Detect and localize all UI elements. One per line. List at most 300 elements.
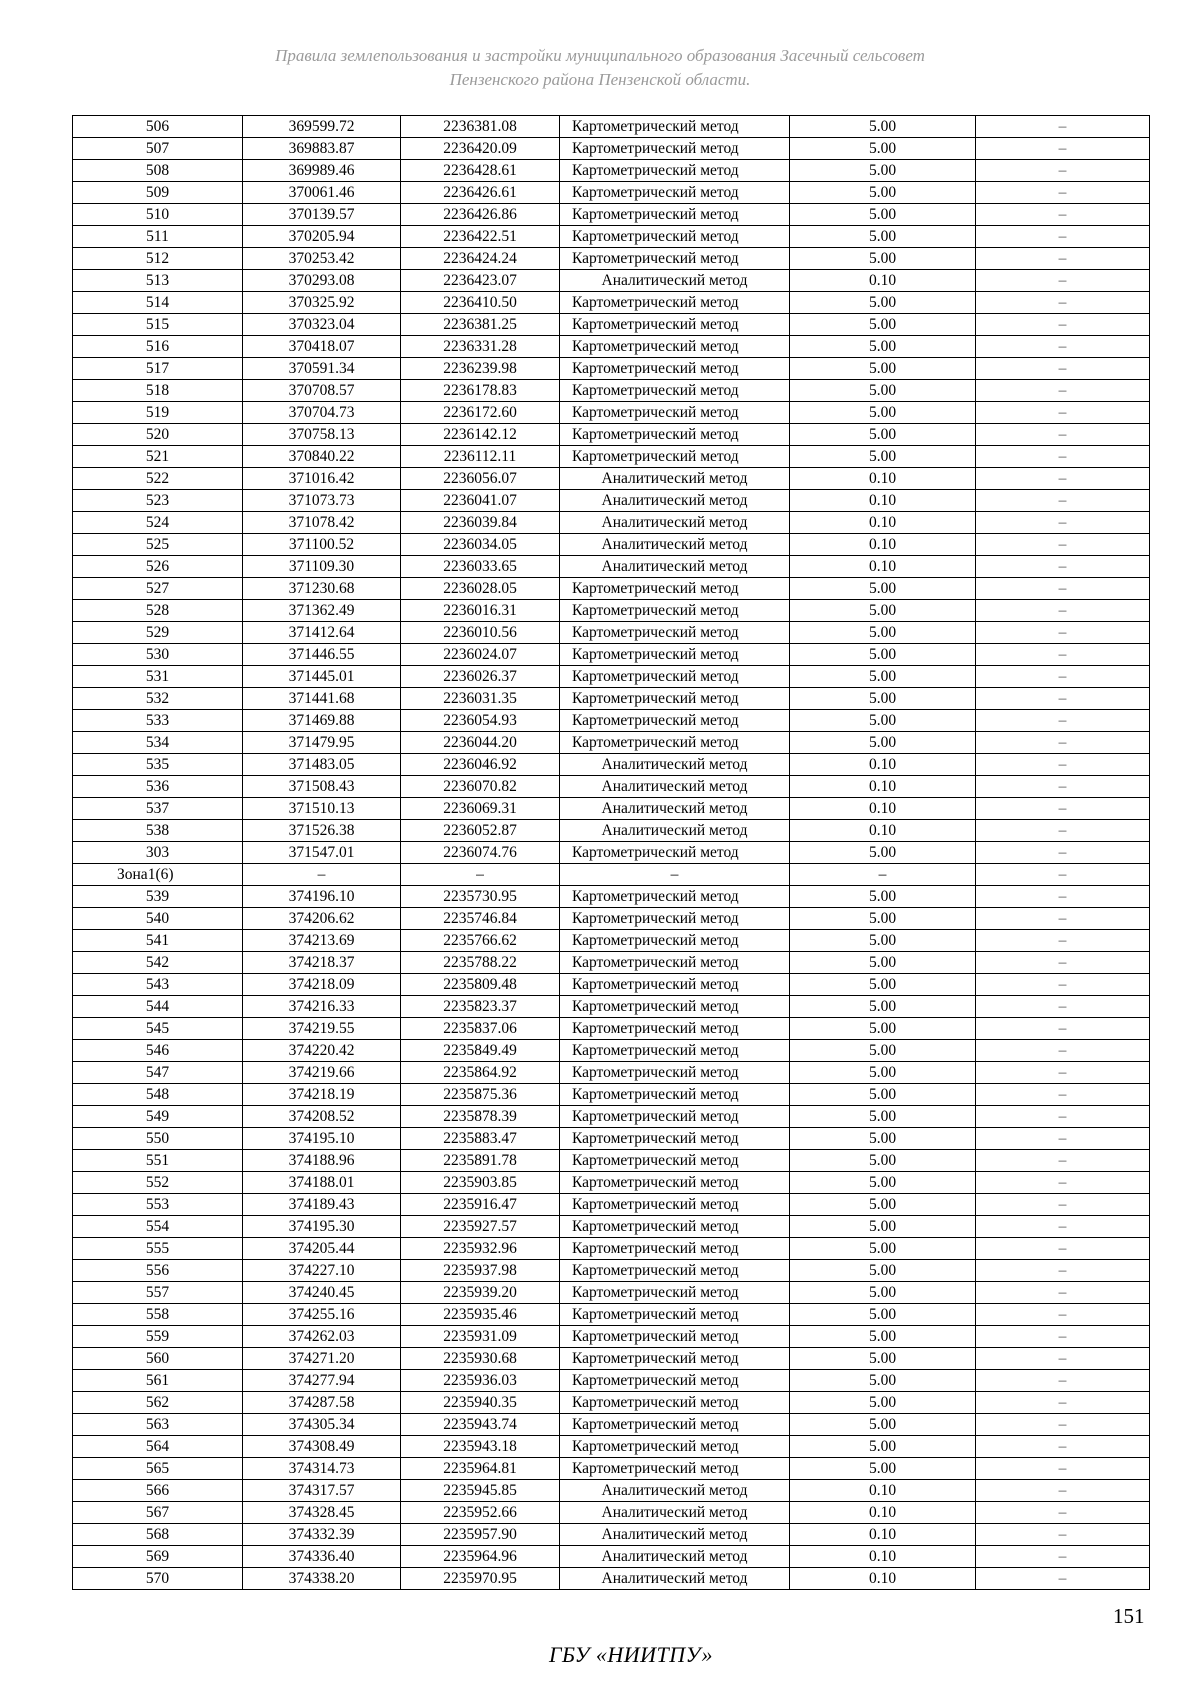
note-cell: – [976, 1326, 1150, 1348]
note-cell: – [976, 776, 1150, 798]
note-cell: – [976, 1238, 1150, 1260]
note-cell: – [976, 1436, 1150, 1458]
method-cell: Аналитический метод [560, 270, 790, 292]
x-coordinate-cell: 374271.20 [243, 1348, 401, 1370]
table-row [73, 490, 1150, 512]
precision-cell: 5.00 [790, 1216, 976, 1238]
header-line-1: Правила землепользования и застройки муниципального образования Засечный сельсовет [275, 46, 925, 65]
point-number-cell: 557 [73, 1282, 243, 1304]
note-cell: – [976, 886, 1150, 908]
table-row [73, 996, 1150, 1018]
table-row [73, 820, 1150, 842]
precision-cell: 5.00 [790, 622, 976, 644]
precision-cell: 0.10 [790, 1568, 976, 1590]
x-coordinate-cell: 370293.08 [243, 270, 401, 292]
method-cell: Аналитический метод [560, 1546, 790, 1568]
x-coordinate-cell: 374218.37 [243, 952, 401, 974]
table-row [73, 1106, 1150, 1128]
method-cell: Картометрический метод [560, 424, 790, 446]
point-number-cell: 534 [73, 732, 243, 754]
method-cell: Картометрический метод [560, 710, 790, 732]
y-coordinate-cell: 2236423.07 [401, 270, 560, 292]
y-coordinate-cell: 2236044.20 [401, 732, 560, 754]
table-row [73, 468, 1150, 490]
precision-cell: 0.10 [790, 1502, 976, 1524]
y-coordinate-cell: 2236074.76 [401, 842, 560, 864]
precision-cell: 0.10 [790, 556, 976, 578]
y-coordinate-cell: 2236142.12 [401, 424, 560, 446]
note-cell: – [976, 622, 1150, 644]
precision-cell: 5.00 [790, 182, 976, 204]
table-row [73, 952, 1150, 974]
method-cell: Картометрический метод [560, 644, 790, 666]
note-cell: – [976, 1480, 1150, 1502]
x-coordinate-cell: 371412.64 [243, 622, 401, 644]
point-number-cell: 527 [73, 578, 243, 600]
method-cell: Картометрический метод [560, 380, 790, 402]
method-cell: Картометрический метод [560, 402, 790, 424]
method-cell: Картометрический метод [560, 1414, 790, 1436]
method-cell: Картометрический метод [560, 1304, 790, 1326]
precision-cell: 0.10 [790, 468, 976, 490]
y-coordinate-cell: 2236039.84 [401, 512, 560, 534]
x-coordinate-cell: 374240.45 [243, 1282, 401, 1304]
y-coordinate-cell: 2236426.86 [401, 204, 560, 226]
table-row [73, 314, 1150, 336]
precision-cell: 5.00 [790, 138, 976, 160]
table-row [73, 1568, 1150, 1590]
table-row [73, 930, 1150, 952]
y-coordinate-cell: 2235849.49 [401, 1040, 560, 1062]
table-row [73, 1392, 1150, 1414]
table-row [73, 270, 1150, 292]
y-coordinate-cell: 2235945.85 [401, 1480, 560, 1502]
precision-cell: 0.10 [790, 798, 976, 820]
point-number-cell: 552 [73, 1172, 243, 1194]
point-number-cell: 510 [73, 204, 243, 226]
y-coordinate-cell: 2236031.35 [401, 688, 560, 710]
x-coordinate-cell: 371508.43 [243, 776, 401, 798]
precision-cell: 5.00 [790, 1238, 976, 1260]
x-coordinate-cell: 374208.52 [243, 1106, 401, 1128]
method-cell: Картометрический метод [560, 314, 790, 336]
note-cell: – [976, 1502, 1150, 1524]
point-number-cell: 508 [73, 160, 243, 182]
table-row [73, 1546, 1150, 1568]
x-coordinate-cell: 371109.30 [243, 556, 401, 578]
precision-cell: 0.10 [790, 270, 976, 292]
method-cell: Картометрический метод [560, 1326, 790, 1348]
precision-cell: 5.00 [790, 930, 976, 952]
x-coordinate-cell: 371073.73 [243, 490, 401, 512]
precision-cell: 5.00 [790, 446, 976, 468]
precision-cell: 5.00 [790, 1194, 976, 1216]
precision-cell: 0.10 [790, 534, 976, 556]
note-cell: – [976, 1260, 1150, 1282]
method-cell: Аналитический метод [560, 1480, 790, 1502]
method-cell: Картометрический метод [560, 1194, 790, 1216]
y-coordinate-cell: – [401, 864, 560, 886]
method-cell: Картометрический метод [560, 336, 790, 358]
note-cell: – [976, 248, 1150, 270]
table-row [73, 292, 1150, 314]
y-coordinate-cell: 2236016.31 [401, 600, 560, 622]
x-coordinate-cell: 374328.45 [243, 1502, 401, 1524]
x-coordinate-cell: 371547.01 [243, 842, 401, 864]
method-cell: Аналитический метод [560, 468, 790, 490]
note-cell: – [976, 116, 1150, 138]
point-number-cell: 564 [73, 1436, 243, 1458]
note-cell: – [976, 798, 1150, 820]
x-coordinate-cell: 370253.42 [243, 248, 401, 270]
precision-cell: 5.00 [790, 402, 976, 424]
point-number-cell: 532 [73, 688, 243, 710]
method-cell: Картометрический метод [560, 886, 790, 908]
precision-cell: 5.00 [790, 292, 976, 314]
y-coordinate-cell: 2236056.07 [401, 468, 560, 490]
x-coordinate-cell: 371100.52 [243, 534, 401, 556]
y-coordinate-cell: 2236033.65 [401, 556, 560, 578]
y-coordinate-cell: 2235823.37 [401, 996, 560, 1018]
x-coordinate-cell: 374287.58 [243, 1392, 401, 1414]
y-coordinate-cell: 2235746.84 [401, 908, 560, 930]
y-coordinate-cell: 2235766.62 [401, 930, 560, 952]
x-coordinate-cell: 371483.05 [243, 754, 401, 776]
note-cell: – [976, 490, 1150, 512]
note-cell: – [976, 468, 1150, 490]
note-cell: – [976, 1392, 1150, 1414]
precision-cell: 5.00 [790, 424, 976, 446]
note-cell: – [976, 182, 1150, 204]
point-number-cell: 565 [73, 1458, 243, 1480]
y-coordinate-cell: 2236041.07 [401, 490, 560, 512]
point-number-cell: 566 [73, 1480, 243, 1502]
x-coordinate-cell: 371469.88 [243, 710, 401, 732]
point-number-cell: 506 [73, 116, 243, 138]
y-coordinate-cell: 2236046.92 [401, 754, 560, 776]
y-coordinate-cell: 2236010.56 [401, 622, 560, 644]
method-cell: Картометрический метод [560, 116, 790, 138]
precision-cell: 5.00 [790, 1062, 976, 1084]
x-coordinate-cell: 374218.09 [243, 974, 401, 996]
point-number-cell: 547 [73, 1062, 243, 1084]
point-number-cell: 512 [73, 248, 243, 270]
x-coordinate-cell: 370758.13 [243, 424, 401, 446]
y-coordinate-cell: 2236410.50 [401, 292, 560, 314]
note-cell: – [976, 864, 1150, 886]
y-coordinate-cell: 2236172.60 [401, 402, 560, 424]
table-row [73, 974, 1150, 996]
y-coordinate-cell: 2236034.05 [401, 534, 560, 556]
precision-cell: 5.00 [790, 710, 976, 732]
x-coordinate-cell: 374188.96 [243, 1150, 401, 1172]
table-row [73, 226, 1150, 248]
note-cell: – [976, 1282, 1150, 1304]
coordinates-table-body [73, 116, 1150, 1590]
y-coordinate-cell: 2235837.06 [401, 1018, 560, 1040]
point-number-cell: 541 [73, 930, 243, 952]
x-coordinate-cell: 369883.87 [243, 138, 401, 160]
table-row [73, 886, 1150, 908]
point-number-cell: 529 [73, 622, 243, 644]
precision-cell: 5.00 [790, 1414, 976, 1436]
table-row [73, 666, 1150, 688]
table-row [73, 402, 1150, 424]
y-coordinate-cell: 2235788.22 [401, 952, 560, 974]
precision-cell: 0.10 [790, 1524, 976, 1546]
table-row [73, 622, 1150, 644]
note-cell: – [976, 1568, 1150, 1590]
table-row [73, 1084, 1150, 1106]
x-coordinate-cell: 374305.34 [243, 1414, 401, 1436]
precision-cell: 5.00 [790, 1128, 976, 1150]
table-row [73, 1370, 1150, 1392]
method-cell: Картометрический метод [560, 358, 790, 380]
x-coordinate-cell: 374196.10 [243, 886, 401, 908]
precision-cell: 5.00 [790, 358, 976, 380]
point-number-cell: 546 [73, 1040, 243, 1062]
y-coordinate-cell: 2235916.47 [401, 1194, 560, 1216]
note-cell: – [976, 446, 1150, 468]
point-number-cell: 507 [73, 138, 243, 160]
precision-cell: 5.00 [790, 1018, 976, 1040]
method-cell: Картометрический метод [560, 1084, 790, 1106]
y-coordinate-cell: 2235932.96 [401, 1238, 560, 1260]
y-coordinate-cell: 2235952.66 [401, 1502, 560, 1524]
x-coordinate-cell: 374219.66 [243, 1062, 401, 1084]
x-coordinate-cell: 370840.22 [243, 446, 401, 468]
y-coordinate-cell: 2236026.37 [401, 666, 560, 688]
point-number-cell: 515 [73, 314, 243, 336]
note-cell: – [976, 1348, 1150, 1370]
precision-cell: 5.00 [790, 908, 976, 930]
note-cell: – [976, 908, 1150, 930]
note-cell: – [976, 1216, 1150, 1238]
table-row [73, 1502, 1150, 1524]
point-number-cell: 519 [73, 402, 243, 424]
method-cell: Картометрический метод [560, 974, 790, 996]
x-coordinate-cell: 370205.94 [243, 226, 401, 248]
note-cell: – [976, 644, 1150, 666]
point-number-cell: 511 [73, 226, 243, 248]
note-cell: – [976, 1062, 1150, 1084]
table-row [73, 534, 1150, 556]
point-number-cell: 539 [73, 886, 243, 908]
point-number-cell: 518 [73, 380, 243, 402]
x-coordinate-cell: 374262.03 [243, 1326, 401, 1348]
table-row [73, 1216, 1150, 1238]
y-coordinate-cell: 2236424.24 [401, 248, 560, 270]
method-cell: Аналитический метод [560, 820, 790, 842]
method-cell: Картометрический метод [560, 996, 790, 1018]
precision-cell: 0.10 [790, 776, 976, 798]
precision-cell: 5.00 [790, 1458, 976, 1480]
table-row [73, 600, 1150, 622]
note-cell: – [976, 204, 1150, 226]
precision-cell: 5.00 [790, 578, 976, 600]
method-cell: Картометрический метод [560, 952, 790, 974]
y-coordinate-cell: 2236420.09 [401, 138, 560, 160]
method-cell: Аналитический метод [560, 490, 790, 512]
point-number-cell: 563 [73, 1414, 243, 1436]
table-row [73, 424, 1150, 446]
point-number-cell: 561 [73, 1370, 243, 1392]
method-cell: Картометрический метод [560, 1392, 790, 1414]
x-coordinate-cell: 374195.30 [243, 1216, 401, 1238]
note-cell: – [976, 314, 1150, 336]
x-coordinate-cell: 370418.07 [243, 336, 401, 358]
table-row [73, 1348, 1150, 1370]
y-coordinate-cell: 2236422.51 [401, 226, 560, 248]
x-coordinate-cell: 371016.42 [243, 468, 401, 490]
precision-cell: 5.00 [790, 1436, 976, 1458]
note-cell: – [976, 952, 1150, 974]
table-row [73, 776, 1150, 798]
precision-cell: 5.00 [790, 1392, 976, 1414]
x-coordinate-cell: 374277.94 [243, 1370, 401, 1392]
x-coordinate-cell: 374227.10 [243, 1260, 401, 1282]
table-row [73, 160, 1150, 182]
method-cell: Картометрический метод [560, 688, 790, 710]
y-coordinate-cell: 2236028.05 [401, 578, 560, 600]
x-coordinate-cell: 374317.57 [243, 1480, 401, 1502]
method-cell: Картометрический метод [560, 1062, 790, 1084]
precision-cell: 5.00 [790, 1106, 976, 1128]
method-cell: Картометрический метод [560, 160, 790, 182]
precision-cell: 5.00 [790, 1084, 976, 1106]
point-number-cell: 520 [73, 424, 243, 446]
x-coordinate-cell: 374189.43 [243, 1194, 401, 1216]
precision-cell: 0.10 [790, 820, 976, 842]
point-number-cell: 543 [73, 974, 243, 996]
note-cell: – [976, 1370, 1150, 1392]
method-cell: Картометрический метод [560, 138, 790, 160]
note-cell: – [976, 754, 1150, 776]
method-cell: Картометрический метод [560, 1458, 790, 1480]
method-cell: Картометрический метод [560, 622, 790, 644]
x-coordinate-cell: 371510.13 [243, 798, 401, 820]
method-cell: Картометрический метод [560, 1216, 790, 1238]
y-coordinate-cell: 2235957.90 [401, 1524, 560, 1546]
precision-cell: 5.00 [790, 886, 976, 908]
point-number-cell: 554 [73, 1216, 243, 1238]
method-cell: Картометрический метод [560, 1018, 790, 1040]
method-cell: Аналитический метод [560, 534, 790, 556]
method-cell: Картометрический метод [560, 1282, 790, 1304]
point-number-cell: 537 [73, 798, 243, 820]
precision-cell: 5.00 [790, 842, 976, 864]
y-coordinate-cell: 2236381.08 [401, 116, 560, 138]
y-coordinate-cell: 2235878.39 [401, 1106, 560, 1128]
note-cell: – [976, 1524, 1150, 1546]
point-number-cell: 526 [73, 556, 243, 578]
table-row [73, 1172, 1150, 1194]
method-cell: Картометрический метод [560, 1370, 790, 1392]
table-row [73, 864, 1150, 886]
x-coordinate-cell: 374308.49 [243, 1436, 401, 1458]
point-number-cell: 533 [73, 710, 243, 732]
y-coordinate-cell: 2236381.25 [401, 314, 560, 336]
table-row [73, 1304, 1150, 1326]
note-cell: – [976, 512, 1150, 534]
note-cell: – [976, 930, 1150, 952]
y-coordinate-cell: 2235931.09 [401, 1326, 560, 1348]
precision-cell: 5.00 [790, 688, 976, 710]
note-cell: – [976, 402, 1150, 424]
note-cell: – [976, 1194, 1150, 1216]
note-cell: – [976, 336, 1150, 358]
point-number-cell: 551 [73, 1150, 243, 1172]
page-header [0, 44, 1200, 92]
note-cell: – [976, 1458, 1150, 1480]
x-coordinate-cell: 374205.44 [243, 1238, 401, 1260]
table-row [73, 204, 1150, 226]
y-coordinate-cell: 2236239.98 [401, 358, 560, 380]
precision-cell: 5.00 [790, 160, 976, 182]
precision-cell: 5.00 [790, 952, 976, 974]
table-row [73, 1150, 1150, 1172]
note-cell: – [976, 1106, 1150, 1128]
note-cell: – [976, 292, 1150, 314]
x-coordinate-cell: 374195.10 [243, 1128, 401, 1150]
method-cell: Картометрический метод [560, 204, 790, 226]
x-coordinate-cell: 374219.55 [243, 1018, 401, 1040]
x-coordinate-cell: 370323.04 [243, 314, 401, 336]
table-row [73, 1018, 1150, 1040]
method-cell: Картометрический метод [560, 292, 790, 314]
table-row [73, 754, 1150, 776]
x-coordinate-cell: 370139.57 [243, 204, 401, 226]
note-cell: – [976, 666, 1150, 688]
point-number-cell: 544 [73, 996, 243, 1018]
table-row [73, 1458, 1150, 1480]
method-cell: Картометрический метод [560, 182, 790, 204]
precision-cell: 5.00 [790, 996, 976, 1018]
precision-cell: 5.00 [790, 1370, 976, 1392]
point-number-cell: 568 [73, 1524, 243, 1546]
x-coordinate-cell: 369599.72 [243, 116, 401, 138]
table-row [73, 1414, 1150, 1436]
method-cell: Аналитический метод [560, 1502, 790, 1524]
method-cell: Картометрический метод [560, 930, 790, 952]
table-row [73, 182, 1150, 204]
table-row [73, 1436, 1150, 1458]
y-coordinate-cell: 2235903.85 [401, 1172, 560, 1194]
y-coordinate-cell: 2236426.61 [401, 182, 560, 204]
precision-cell: 5.00 [790, 732, 976, 754]
method-cell: Картометрический метод [560, 1128, 790, 1150]
point-number-cell: 567 [73, 1502, 243, 1524]
note-cell: – [976, 1304, 1150, 1326]
y-coordinate-cell: 2236331.28 [401, 336, 560, 358]
precision-cell: 0.10 [790, 490, 976, 512]
note-cell: – [976, 380, 1150, 402]
point-number-cell: 560 [73, 1348, 243, 1370]
y-coordinate-cell: 2235937.98 [401, 1260, 560, 1282]
table-row [73, 380, 1150, 402]
x-coordinate-cell: 371445.01 [243, 666, 401, 688]
header-line-2: Пензенского района Пензенской области. [449, 70, 751, 89]
y-coordinate-cell: 2236069.31 [401, 798, 560, 820]
method-cell: Картометрический метод [560, 732, 790, 754]
method-cell: Аналитический метод [560, 512, 790, 534]
point-number-cell: 559 [73, 1326, 243, 1348]
point-number-cell: 525 [73, 534, 243, 556]
y-coordinate-cell: 2235891.78 [401, 1150, 560, 1172]
x-coordinate-cell: 369989.46 [243, 160, 401, 182]
point-number-cell: 549 [73, 1106, 243, 1128]
precision-cell: 5.00 [790, 204, 976, 226]
